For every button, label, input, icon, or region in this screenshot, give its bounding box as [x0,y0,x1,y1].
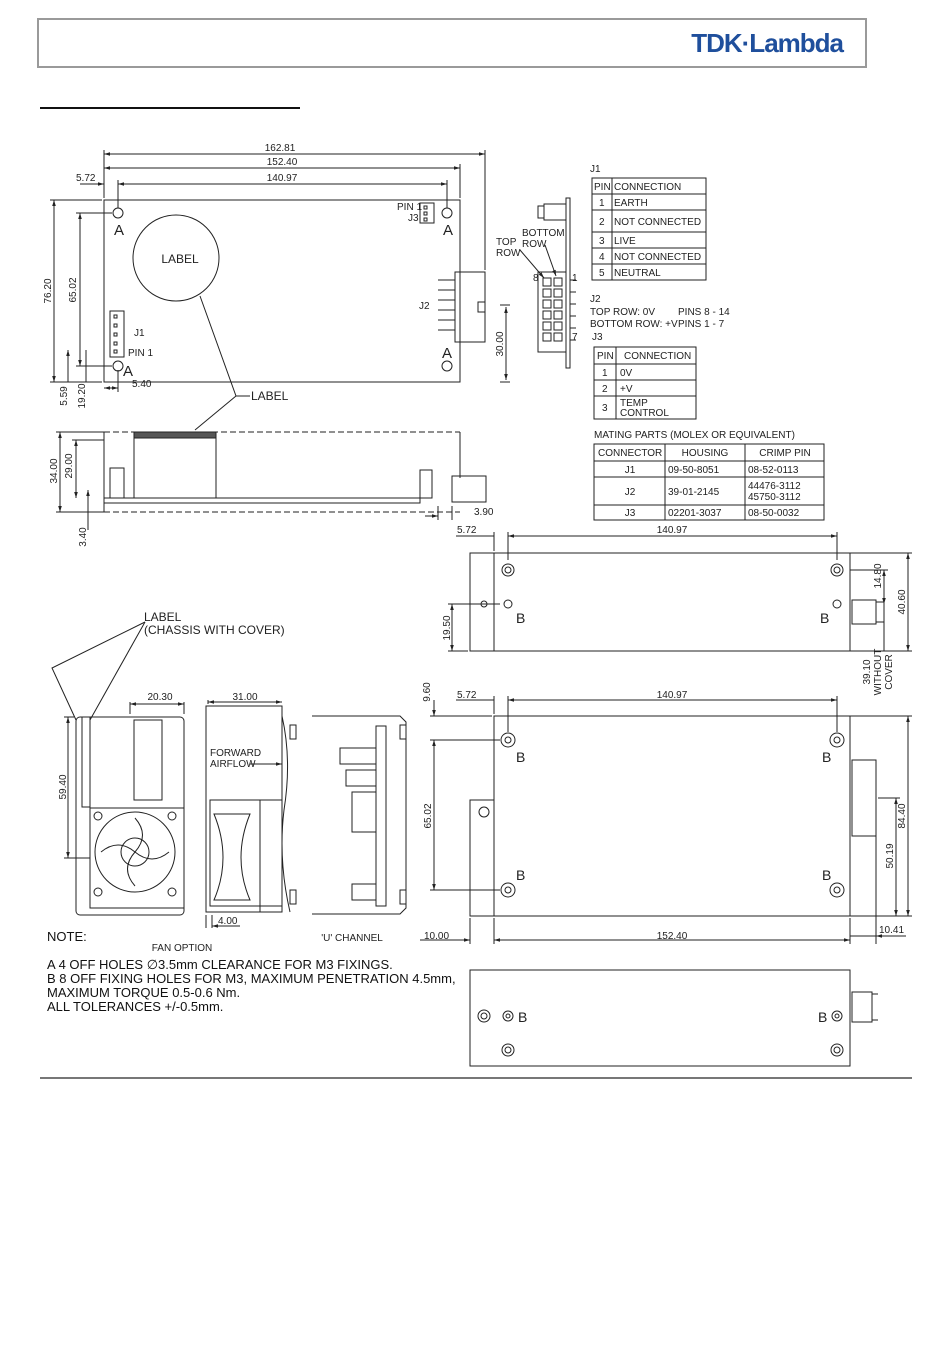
ct-hole-b-3: B [516,867,526,883]
j1-header-connection: CONNECTION [614,182,682,193]
side-heatsink [134,432,216,498]
fan-dim-59-40: 59.40 [58,774,69,800]
j3-row-2-pin: 2 [602,384,608,395]
j2-top-pins: PINS 8 - 14 [678,307,730,318]
ct-hole-b-1: B [516,749,526,765]
ct-dim-9-60: 9.60 [422,682,433,702]
cs-dim-5-72: 5.72 [457,525,477,536]
forward-airflow-label: FORWARD AIRFLOW [210,748,262,770]
cs-cover: COVER [884,654,895,690]
label-circle-text: LABEL [161,252,199,266]
ct-dim-65-02: 65.02 [423,803,434,829]
hole-a-3 [113,361,123,371]
mating-header-housing: HOUSING [681,448,729,459]
dim-5-40: 5.40 [132,379,152,390]
bottom-row-label: BOTTOM ROW [522,228,565,250]
dim-3-40: 3.40 [78,527,89,547]
fan-label-text: LABEL [144,610,182,624]
hole-a-label-2: A [443,222,454,239]
dim-65-02: 65.02 [68,277,79,303]
ct-dim-5-72: 5.72 [457,690,477,701]
notes [47,930,456,1014]
fan-dim-4-00: 4.00 [218,916,238,927]
ct-dim-140-97: 140.97 [656,690,688,701]
j3-row-1-pin: 1 [602,368,608,379]
fan-option-caption: FAN OPTION [151,943,213,954]
ct-hole-b-4: B [822,867,832,883]
j1-row-3-pin: 3 [599,236,605,247]
cs-dim-14-80: 14.80 [873,563,884,589]
cs-hole-b-1: B [516,610,526,626]
j2-bottom-pins: PINS 1 - 7 [678,319,725,330]
mating-j2-crimp: 44476-3112 45750-3112 [748,481,801,503]
dim-152-40: 152.40 [266,157,298,168]
tdk-lambda-logo: TDK·Lambda [691,28,843,58]
mating-header-connector: CONNECTOR [598,448,663,459]
note-line-1: A 4 OFF HOLES ∅3.5mm CLEARANCE FOR M3 FIXINGS. [47,957,393,972]
pin1-label: 1 [572,273,578,284]
fan-dim-31-00: 31.00 [232,692,258,703]
j3-row-3-conn: TEMP CONTROL [620,398,669,419]
cs-dim-140-97: 140.97 [656,525,688,536]
j1-pin1-label: PIN 1 [128,348,154,359]
top-row-label: TOP ROW [496,237,521,259]
dim-19-20: 19.20 [77,383,88,409]
u-channel-caption: 'U' CHANNEL [321,933,383,944]
dim-162-81: 162.81 [264,143,296,154]
bottom-rule [40,1077,912,1079]
hole-a-label-4: A [442,345,453,362]
dim-29-00: 29.00 [64,453,75,479]
j1-table-title: J1 [590,164,601,175]
label-callout-text: LABEL [251,389,289,403]
note-line-4: ALL TOLERANCES +/-0.5mm. [47,999,224,1014]
ct-dim-10-00: 10.00 [424,931,450,942]
j1-label: J1 [134,328,145,339]
side-pcb [104,498,420,503]
j2-detail-pcb [566,198,570,368]
cs-dim-39-10: 39.10 [862,659,873,685]
dim-30-00: 30.00 [495,331,506,357]
mating-j3-crimp: 08-50-0032 [748,508,800,519]
cs-dim-19-50: 19.50 [442,615,453,641]
dim-3-90: 3.90 [474,507,494,518]
j3-header-connection: CONNECTION [624,351,692,362]
mating-j3-housing: 02201-3037 [668,508,722,519]
j2-label: J2 [419,301,430,312]
ct-dim-10-41: 10.41 [879,925,905,936]
ct-dim-84-40: 84.40 [897,803,908,829]
dim-76-20: 76.20 [43,278,54,304]
hole-a-label-1: A [114,222,125,239]
ct-dim-50-19: 50.19 [885,843,896,869]
mating-table-title: MATING PARTS (MOLEX OR EQUIVALENT) [594,430,795,441]
mating-j3-conn: J3 [624,508,636,519]
j1-row-3-conn: LIVE [614,236,636,247]
ct-dim-152-40: 152.40 [656,931,688,942]
j2-info-title: J2 [590,294,601,305]
j1-row-2-conn: NOT CONNECTED [614,217,702,228]
mating-j1-housing: 09-50-8051 [668,465,720,476]
fan-dim-20-30: 20.30 [147,692,173,703]
j3-row-3-pin: 3 [602,403,608,414]
chassis-side-outline [470,553,850,651]
pin8-label: 8 [533,273,539,284]
hole-a-2 [442,208,452,218]
note-line-2: B 8 OFF FIXING HOLES FOR M3, MAXIMUM PENETRATION 4.5mm, [47,971,456,986]
j3-row-2-conn: +V [620,384,633,395]
side-j2 [452,476,486,502]
j2-bottom-row: BOTTOM ROW: +V [590,319,678,330]
cs-hole-b-2: B [820,610,830,626]
j3-row-1-conn: 0V [620,368,633,379]
dim-140-97: 140.97 [266,173,298,184]
mating-header-crimp: CRIMP PIN [759,448,811,459]
j1-row-1-pin: 1 [599,198,605,209]
fan-label-sub: (CHASSIS WITH COVER) [144,623,285,637]
dim-5-59: 5.59 [59,386,70,406]
j2-top-row: TOP ROW: 0V [590,307,656,318]
ct-hole-b-2: B [822,749,832,765]
note-line-3: MAXIMUM TORQUE 0.5-0.6 Nm. [47,985,241,1000]
j3-table-title: J3 [592,332,603,343]
pin7-label: 7 [572,332,578,343]
j3-detail [544,204,566,220]
mating-j1-crimp: 08-52-0113 [748,465,799,476]
pcb-top-outline [104,200,460,382]
ce-hole-b-2: B [818,1009,828,1025]
j1-row-1-conn: EARTH [614,198,648,209]
cs-dim-40-60: 40.60 [897,589,908,615]
hole-a-label-3: A [123,363,134,380]
ce-hole-b-1: B [518,1009,528,1025]
hole-a-4 [442,361,452,371]
j1-row-5-conn: NEUTRAL [614,268,661,279]
j1-row-4-pin: 4 [599,252,605,263]
chassis-top-outline [494,716,850,916]
dim-34-00: 34.00 [49,458,60,484]
dim-5-72: 5.72 [76,173,96,184]
j1-row-5-pin: 5 [599,268,605,279]
j1-row-2-pin: 2 [599,217,605,228]
cs-without: WITHOUT [873,648,884,696]
hole-a-1 [113,208,123,218]
j3-pin1-label: PIN 1 [397,202,423,213]
mating-j1-conn: J1 [624,465,636,476]
mating-j2-conn: J2 [624,487,636,498]
j1-header-pin: PIN [594,182,611,193]
j3-label: J3 [408,213,419,224]
mating-j2-housing: 39-01-2145 [668,487,720,498]
note-title: NOTE: [47,929,87,944]
j1-row-4-conn: NOT CONNECTED [614,252,702,263]
j3-header-pin: PIN [597,351,614,362]
